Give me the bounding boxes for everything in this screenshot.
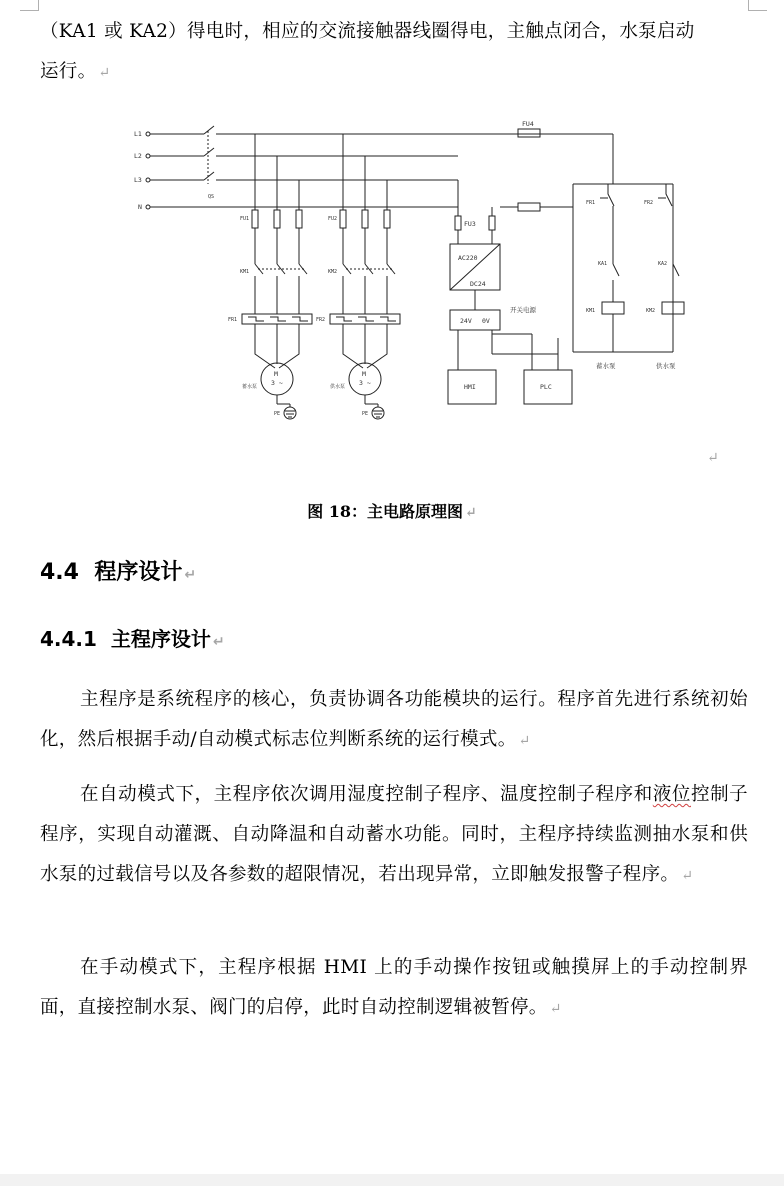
label-switch-power: 开关电源 [510,306,536,314]
label-fu2: FU2 [328,216,338,222]
label-ka2: KA2 [658,261,668,267]
label-ka1: KA1 [598,261,608,267]
label-pump-supply: 供水泵 [656,362,676,370]
label-fr2-ctrl: FR2 [644,200,654,206]
caption-paragraph-mark: ↵ [465,505,477,521]
label-pe1: PE [274,411,281,417]
label-motor2-name: 供水泵 [330,384,346,390]
label-l2: L2 [134,152,142,160]
label-ac220: AC220 [458,254,478,262]
paragraph-continuation [40,12,748,93]
label-0v: 0V [482,317,490,325]
label-motor1-name: 蓄水泵 [242,384,258,390]
subsection-heading [40,625,225,656]
paragraph-manual-mode [40,948,748,1029]
paragraph-main-program-mark: ↵ [518,733,531,749]
label-fr1: FR1 [228,317,238,323]
label-fu4: FU4 [522,120,534,128]
paragraph-auto-mode-mark: ↵ [681,868,694,884]
figure-caption-text: 图 18：主电路原理图 [307,502,464,521]
label-km1-coil: KM1 [586,308,596,314]
label-km2-coil: KM2 [646,308,656,314]
spellcheck-word: 液位 [652,784,691,805]
label-fu1: FU1 [240,216,250,222]
section-heading [40,558,196,590]
paragraph-line-1: （KA1 或 KA2）得电时，相应的交流接触器线圈得电，主触点闭合，水泵启动 [40,21,695,42]
paragraph-manual-mode-mark: ↵ [549,1001,562,1017]
subsection-title: 主程序设计 [110,627,211,651]
label-km1: KM1 [240,269,250,275]
label-fr1-ctrl: FR1 [586,200,596,206]
paragraph-main-program-text: 主程序是系统程序的核心，负责协调各功能模块的运行。程序首先进行系统初始化，然后根据手动/自动模式标志位判断系统的运行模式。 [40,689,748,750]
label-motor1-phase: 3 ~ [271,379,283,387]
label-plc: PLC [540,383,552,391]
figure-caption [0,500,784,525]
label-fu3: FU3 [464,220,476,228]
main-circuit-diagram [128,114,676,426]
label-hmi: HMI [464,383,476,391]
page-corner-mark-left [20,0,39,11]
page-bottom-gap [0,1174,784,1186]
label-l3: L3 [134,176,142,184]
label-pump-store: 蓄水泵 [596,362,616,370]
image-paragraph-mark: ↵ [707,450,719,466]
page-corner-mark-right [748,0,767,11]
section-heading-mark: ↵ [184,567,197,583]
label-dc24: DC24 [470,280,486,288]
label-motor1-m: M [274,370,278,378]
section-number: 4.4 [40,560,79,585]
label-24v: 24V [460,317,472,325]
label-motor2-m: M [362,370,366,378]
paragraph-line-2-text: 运行。 [40,61,97,82]
label-km2: KM2 [328,269,338,275]
paragraph-auto-mode-text-1: 在自动模式下，主程序依次调用湿度控制子程序、温度控制子程序和 [80,784,653,805]
paragraph-main-program [40,680,748,761]
subsection-heading-mark: ↵ [212,634,225,650]
label-fr2: FR2 [316,317,326,323]
label-motor2-phase: 3 ~ [359,379,371,387]
label-l1: L1 [134,130,142,138]
label-n: N [138,203,142,211]
paragraph-mark: ↵ [98,65,111,81]
paragraph-line-2 [40,52,748,93]
paragraph-manual-mode-text: 在手动模式下，主程序根据 HMI 上的手动操作按钮或触摸屏上的手动控制界面，直接控制水泵、阀门的启停，此时自动控制逻辑被暂停。 [40,957,748,1018]
label-qs: QS [208,194,215,200]
paragraph-auto-mode [40,775,748,896]
subsection-number: 4.4.1 [40,627,97,651]
section-title: 程序设计 [94,560,183,585]
label-pe2: PE [362,411,369,417]
paragraph-auto-mode-text-2: 控制子程序，实现自动灌溉、自动降温和自动蓄水功能。同时，主程序持续监测抽水泵和供水泵的过载信号以及各参数的超限情况，若出现异常，立即触发报警子程序。 [40,784,748,885]
